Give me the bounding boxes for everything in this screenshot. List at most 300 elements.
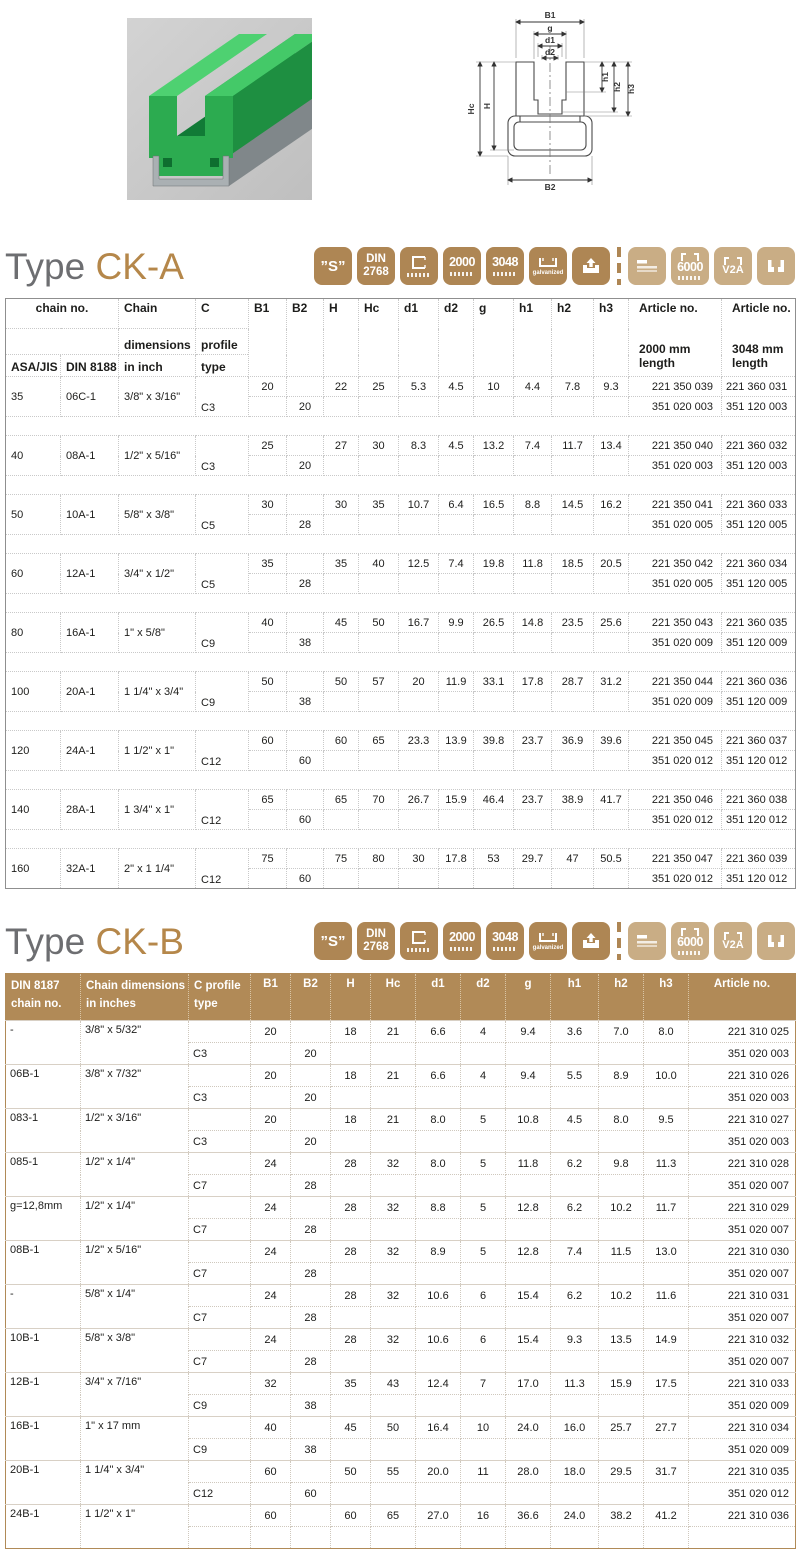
cell-asa-jis: 140 xyxy=(6,790,61,830)
cell-h2: 29.5 xyxy=(599,1461,644,1483)
cell-h1: 18.0 xyxy=(551,1461,599,1483)
cell-b1: 60 xyxy=(249,731,287,751)
table-row xyxy=(6,1285,796,1307)
cell-din-8188: 16A-1 xyxy=(61,613,119,653)
cell xyxy=(461,1351,506,1373)
cell-d2: 11.9 xyxy=(439,672,474,692)
cell-h2: 38.9 xyxy=(552,790,594,810)
profile-lines-badge xyxy=(628,922,666,960)
cell xyxy=(644,1307,689,1329)
cell xyxy=(399,751,439,771)
cell-article-3048: 351 120 005 xyxy=(722,515,796,535)
cell-h: 30 xyxy=(324,495,359,515)
cell-h1: 24.0 xyxy=(551,1505,599,1527)
cell-g: 12.8 xyxy=(506,1197,551,1219)
cell-dimensions: 1" x 17 mm xyxy=(81,1417,189,1461)
cell-h: 18 xyxy=(331,1109,371,1131)
cell-dimensions: 1" x 5/8" xyxy=(119,613,196,653)
cell-article-no: 351 020 007 xyxy=(689,1263,796,1285)
cell xyxy=(331,1307,371,1329)
cell xyxy=(599,1483,644,1505)
cell-article-no: 221 310 035 xyxy=(689,1461,796,1483)
cell-d2: 10 xyxy=(461,1417,506,1439)
cell-article-2000: 221 350 042 xyxy=(629,554,722,574)
cell-h: 65 xyxy=(324,790,359,810)
cell xyxy=(324,574,359,594)
cell-article-2000: 351 020 009 xyxy=(629,633,722,653)
cell-hc: 70 xyxy=(359,790,399,810)
cell xyxy=(291,1417,331,1439)
cell xyxy=(599,1263,644,1285)
cell-c-profile-type: C7 xyxy=(189,1307,251,1329)
cell-h1: 17.8 xyxy=(514,672,552,692)
cell-d1: 10.6 xyxy=(416,1329,461,1351)
cell xyxy=(474,574,514,594)
badge-label: galvanized xyxy=(532,269,564,276)
badge-label: ”S” xyxy=(320,257,346,275)
cell xyxy=(551,1219,599,1241)
cell-g: 15.4 xyxy=(506,1285,551,1307)
cell-b1: 60 xyxy=(251,1505,291,1527)
cell xyxy=(331,1219,371,1241)
cell-c-profile-type: C9 xyxy=(189,1439,251,1461)
column-header-article-no: Article no. xyxy=(689,974,796,1021)
cell xyxy=(552,751,594,771)
cell-d1: 12.5 xyxy=(399,554,439,574)
cell xyxy=(594,692,629,712)
cell xyxy=(644,1483,689,1505)
cell-hc: 30 xyxy=(359,436,399,456)
cell-g: 53 xyxy=(474,849,514,869)
cell-h3: 9.3 xyxy=(594,377,629,397)
badge-label: 2000 xyxy=(449,930,475,945)
table-row xyxy=(6,731,796,751)
cell xyxy=(399,456,439,476)
cell xyxy=(291,1373,331,1395)
table-row xyxy=(6,1065,796,1087)
cell xyxy=(599,1395,644,1417)
cell-article-2000: 221 350 041 xyxy=(629,495,722,515)
table-row xyxy=(6,613,796,633)
cell-asa-jis: 60 xyxy=(6,554,61,594)
cell xyxy=(359,456,399,476)
cell-h: 45 xyxy=(324,613,359,633)
cell xyxy=(291,1329,331,1351)
cell-h1: 7.4 xyxy=(514,436,552,456)
cell xyxy=(506,1087,551,1109)
cell xyxy=(324,810,359,830)
cell-d1: 8.3 xyxy=(399,436,439,456)
cell-hc: 32 xyxy=(371,1241,416,1263)
article-header-label: Article no. xyxy=(639,301,698,315)
cell-d2: 7 xyxy=(461,1373,506,1395)
column-header-h1: h1 xyxy=(551,974,599,1021)
cell-b1: 24 xyxy=(251,1241,291,1263)
cell-dimensions: 3/8" x 5/32" xyxy=(81,1021,189,1065)
cell-g: 16.5 xyxy=(474,495,514,515)
cell xyxy=(644,1263,689,1285)
cell-h: 22 xyxy=(324,377,359,397)
badge-label: 6000 xyxy=(677,259,703,274)
cell xyxy=(189,1329,251,1351)
cell xyxy=(331,1175,371,1197)
cell-h2: 7.0 xyxy=(599,1021,644,1043)
table-row xyxy=(6,1109,796,1131)
cell-h2: 18.5 xyxy=(552,554,594,574)
cell-b2: 20 xyxy=(291,1087,331,1109)
cell xyxy=(461,1483,506,1505)
cell-article-no: 351 020 007 xyxy=(689,1175,796,1197)
cell xyxy=(251,1087,291,1109)
galvanized-icon xyxy=(538,932,558,943)
cell xyxy=(324,751,359,771)
cell xyxy=(251,1351,291,1373)
cell-article-3048: 351 120 009 xyxy=(722,633,796,653)
cell-b2: 60 xyxy=(287,810,324,830)
cell-article-2000: 351 020 003 xyxy=(629,456,722,476)
cell-c-profile-type: C3 xyxy=(189,1087,251,1109)
cell-hc: 25 xyxy=(359,377,399,397)
cell-h3: 10.0 xyxy=(644,1065,689,1087)
table-ck-b xyxy=(5,973,796,1549)
dim-label-b2: B2 xyxy=(544,182,556,192)
badge-label: galvanized xyxy=(532,944,564,951)
cell-din-8187: 20B-1 xyxy=(6,1461,81,1505)
cell-b2: 28 xyxy=(287,515,324,535)
cell-h2: 38.2 xyxy=(599,1505,644,1527)
cell xyxy=(551,1351,599,1373)
cell-d2: 4 xyxy=(461,1021,506,1043)
cell xyxy=(189,1021,251,1043)
cell-b2: 28 xyxy=(291,1175,331,1197)
cell xyxy=(416,1263,461,1285)
cell xyxy=(552,456,594,476)
cell-b2: 38 xyxy=(291,1439,331,1461)
cell-d2: 5 xyxy=(461,1109,506,1131)
table-row xyxy=(6,672,796,692)
cell xyxy=(552,810,594,830)
cell-b1: 75 xyxy=(249,849,287,869)
cell xyxy=(416,1043,461,1065)
cell xyxy=(331,1087,371,1109)
cell xyxy=(644,1175,689,1197)
cell xyxy=(291,1505,331,1527)
cell-g: 36.6 xyxy=(506,1505,551,1527)
table-row xyxy=(6,771,796,790)
cell-h2: 11.7 xyxy=(552,436,594,456)
dim-label-h3: h3 xyxy=(626,84,636,94)
cell xyxy=(599,1439,644,1461)
cell-article-2000: 351 020 012 xyxy=(629,810,722,830)
cell-dimensions: 1/2" x 1/4" xyxy=(81,1197,189,1241)
cell xyxy=(287,495,324,515)
cell-din-8188: 20A-1 xyxy=(61,672,119,712)
cell-b2: 38 xyxy=(287,692,324,712)
cell-article-2000: 221 350 039 xyxy=(629,377,722,397)
cell-g: 24.0 xyxy=(506,1417,551,1439)
cell-din-8187: - xyxy=(6,1285,81,1329)
cell-h1: 23.7 xyxy=(514,731,552,751)
cell-h1: 3.6 xyxy=(551,1021,599,1043)
cell xyxy=(416,1527,461,1549)
clamp-badge xyxy=(757,247,795,285)
cell-d2: 5 xyxy=(461,1197,506,1219)
cell-h2: 28.7 xyxy=(552,672,594,692)
badge-fineprint xyxy=(450,947,474,951)
cell xyxy=(506,1351,551,1373)
cell-b1: 60 xyxy=(251,1461,291,1483)
cell-hc: 50 xyxy=(359,613,399,633)
packaging-icon xyxy=(581,257,601,275)
cell xyxy=(189,1197,251,1219)
section-title-ck-b xyxy=(5,920,184,962)
cell xyxy=(249,869,287,889)
cell-h3: 16.2 xyxy=(594,495,629,515)
cell xyxy=(291,1021,331,1043)
badge-fineprint xyxy=(450,272,474,276)
cell-article-3048: 221 360 037 xyxy=(722,731,796,751)
badge-fineprint xyxy=(407,273,431,277)
cell-h3: 17.5 xyxy=(644,1373,689,1395)
cell-h2: 8.9 xyxy=(599,1065,644,1087)
table-row xyxy=(6,1417,796,1439)
column-header-c: C xyxy=(196,299,249,329)
badge-label: 6000 xyxy=(677,934,703,949)
cell-dimensions: 3/8" x 7/32" xyxy=(81,1065,189,1109)
cell-din-8187: 083-1 xyxy=(6,1109,81,1153)
cell-h: 28 xyxy=(331,1329,371,1351)
cell-hc: 32 xyxy=(371,1153,416,1175)
cell-c-profile-type: C12 xyxy=(196,790,249,830)
column-header-b2: B2 xyxy=(291,974,331,1021)
column-header-g: g xyxy=(474,299,514,377)
cell-d1: 12.4 xyxy=(416,1373,461,1395)
cell xyxy=(291,1241,331,1263)
badge-fineprint xyxy=(678,951,702,955)
cell xyxy=(461,1395,506,1417)
cell-c-profile-type: C7 xyxy=(189,1263,251,1285)
cell-d2: 16 xyxy=(461,1505,506,1527)
cell xyxy=(552,692,594,712)
table-row xyxy=(6,594,796,613)
cell xyxy=(474,515,514,535)
cell-article-2000: 351 020 005 xyxy=(629,574,722,594)
galvanized-badge xyxy=(529,247,567,285)
cell xyxy=(249,515,287,535)
column-header-article-2000 xyxy=(629,299,722,377)
dim-label-h: H xyxy=(482,102,492,110)
cell xyxy=(324,456,359,476)
cell xyxy=(514,515,552,535)
cell xyxy=(189,1109,251,1131)
column-header-d1: d1 xyxy=(399,299,439,377)
cell xyxy=(331,1527,371,1549)
cell-h3: 20.5 xyxy=(594,554,629,574)
title-name: CK-A xyxy=(95,245,184,287)
cell xyxy=(331,1263,371,1285)
cell xyxy=(287,554,324,574)
cell-b1: 65 xyxy=(249,790,287,810)
cell-h3: 8.0 xyxy=(644,1021,689,1043)
cell-dimensions: 1/2" x 1/4" xyxy=(81,1153,189,1197)
badge-text: DIN xyxy=(366,252,386,265)
cell-g: 39.8 xyxy=(474,731,514,751)
cell xyxy=(461,1219,506,1241)
cell xyxy=(551,1307,599,1329)
cell xyxy=(439,810,474,830)
cell-b1: 25 xyxy=(249,436,287,456)
cell-d1: 6.6 xyxy=(416,1021,461,1043)
section-header-ck-a xyxy=(0,240,800,292)
cell-g: 26.5 xyxy=(474,613,514,633)
cell-h: 35 xyxy=(324,554,359,574)
cell-h1: 6.2 xyxy=(551,1285,599,1307)
cell-b1: 24 xyxy=(251,1153,291,1175)
cell-c-profile-type: C5 xyxy=(196,495,249,535)
table-row xyxy=(6,1197,796,1219)
cell xyxy=(599,1351,644,1373)
cell-dimensions: 1 1/4" x 3/4" xyxy=(119,672,196,712)
cell-b2: 28 xyxy=(291,1351,331,1373)
cell-h: 45 xyxy=(331,1417,371,1439)
cell xyxy=(249,397,287,417)
cell-h: 18 xyxy=(331,1021,371,1043)
cell-article-no: 221 310 036 xyxy=(689,1505,796,1527)
cell-b2: 28 xyxy=(287,574,324,594)
cell-c-profile-type: C7 xyxy=(189,1351,251,1373)
badge-row-ck-b xyxy=(314,922,795,960)
cell-dimensions: 1 3/4" x 1" xyxy=(119,790,196,830)
cell xyxy=(644,1439,689,1461)
cell-d2: 13.9 xyxy=(439,731,474,751)
table-row xyxy=(6,1241,796,1263)
article-length-2000: 2000 mm xyxy=(639,342,691,356)
cell xyxy=(644,1395,689,1417)
column-header-chain-dimensions: Chain dimensions in inches xyxy=(81,974,189,1021)
cell-d2: 6 xyxy=(461,1329,506,1351)
cell xyxy=(461,1043,506,1065)
cell-article-no: 221 310 028 xyxy=(689,1153,796,1175)
cell xyxy=(594,751,629,771)
cell xyxy=(249,633,287,653)
cell-article-no: 351 020 007 xyxy=(689,1351,796,1373)
table-row xyxy=(6,417,796,436)
cell-c-profile-type: C9 xyxy=(196,613,249,653)
cell-h: 18 xyxy=(331,1065,371,1087)
column-header-chain-no: chain no. xyxy=(6,299,119,329)
cell-article-2000: 221 350 040 xyxy=(629,436,722,456)
cell-article-no: 351 020 007 xyxy=(689,1307,796,1329)
cell xyxy=(359,810,399,830)
cell-h: 50 xyxy=(331,1461,371,1483)
cell xyxy=(416,1351,461,1373)
cell-asa-jis: 50 xyxy=(6,495,61,535)
cell xyxy=(371,1483,416,1505)
cell xyxy=(399,810,439,830)
cell xyxy=(514,574,552,594)
cell xyxy=(249,692,287,712)
cell-dimensions: 2" x 1 1/4" xyxy=(119,849,196,889)
cell-d2: 11 xyxy=(461,1461,506,1483)
badge-label: 2000 xyxy=(449,255,475,270)
cell-h1: 6.2 xyxy=(551,1197,599,1219)
clamp-icon xyxy=(765,933,787,950)
cell xyxy=(359,869,399,889)
cell xyxy=(331,1483,371,1505)
badge-text: 2768 xyxy=(363,266,389,278)
cell-h: 28 xyxy=(331,1285,371,1307)
cell-hc: 21 xyxy=(371,1109,416,1131)
cell xyxy=(399,869,439,889)
cell-dimensions: 5/8" x 3/8" xyxy=(81,1329,189,1373)
cell xyxy=(551,1439,599,1461)
cell-b2: 60 xyxy=(287,751,324,771)
cell xyxy=(416,1175,461,1197)
cell-article-no: 351 020 009 xyxy=(689,1439,796,1461)
cell-g: 13.2 xyxy=(474,436,514,456)
table-row xyxy=(6,653,796,672)
cell-article-no: 221 310 027 xyxy=(689,1109,796,1131)
cell xyxy=(287,849,324,869)
cell-d1: 16.4 xyxy=(416,1417,461,1439)
column-header-asa-jis: ASA/JIS xyxy=(6,355,61,377)
cell xyxy=(251,1131,291,1153)
cell xyxy=(371,1527,416,1549)
cell xyxy=(644,1043,689,1065)
cell-b2: 38 xyxy=(291,1395,331,1417)
row-spacer xyxy=(6,712,796,731)
cell xyxy=(249,810,287,830)
profile-lines-icon xyxy=(636,934,658,948)
cell-h: 50 xyxy=(324,672,359,692)
cell xyxy=(599,1131,644,1153)
badge-label: 3048 xyxy=(492,930,518,945)
cell-g: 9.4 xyxy=(506,1065,551,1087)
cell-article-no: 351 020 007 xyxy=(689,1219,796,1241)
cell-article-3048: 221 360 031 xyxy=(722,377,796,397)
cell xyxy=(416,1395,461,1417)
cell-b1: 40 xyxy=(251,1417,291,1439)
cell-h2: 8.0 xyxy=(599,1109,644,1131)
row-spacer xyxy=(6,535,796,554)
length-6000-badge xyxy=(671,247,709,285)
cell-h1: 6.2 xyxy=(551,1153,599,1175)
cell xyxy=(324,869,359,889)
cell xyxy=(506,1263,551,1285)
cell-article-no: 221 310 030 xyxy=(689,1241,796,1263)
cell-h3: 50.5 xyxy=(594,849,629,869)
cell xyxy=(359,633,399,653)
cell xyxy=(599,1043,644,1065)
column-header-h1: h1 xyxy=(514,299,552,377)
packaging-badge xyxy=(572,247,610,285)
cell xyxy=(594,810,629,830)
cell-c-profile-type: C12 xyxy=(189,1483,251,1505)
cell xyxy=(251,1043,291,1065)
cell xyxy=(331,1439,371,1461)
cell-g: 12.8 xyxy=(506,1241,551,1263)
cell-d1: 8.0 xyxy=(416,1153,461,1175)
cell-hc: 43 xyxy=(371,1373,416,1395)
column-header-h2: h2 xyxy=(599,974,644,1021)
row-spacer xyxy=(6,417,796,436)
table-ck-a xyxy=(5,298,796,889)
cell xyxy=(359,574,399,594)
column-header-d2: d2 xyxy=(439,299,474,377)
cell xyxy=(249,574,287,594)
v2a-badge xyxy=(714,247,752,285)
cell xyxy=(416,1131,461,1153)
